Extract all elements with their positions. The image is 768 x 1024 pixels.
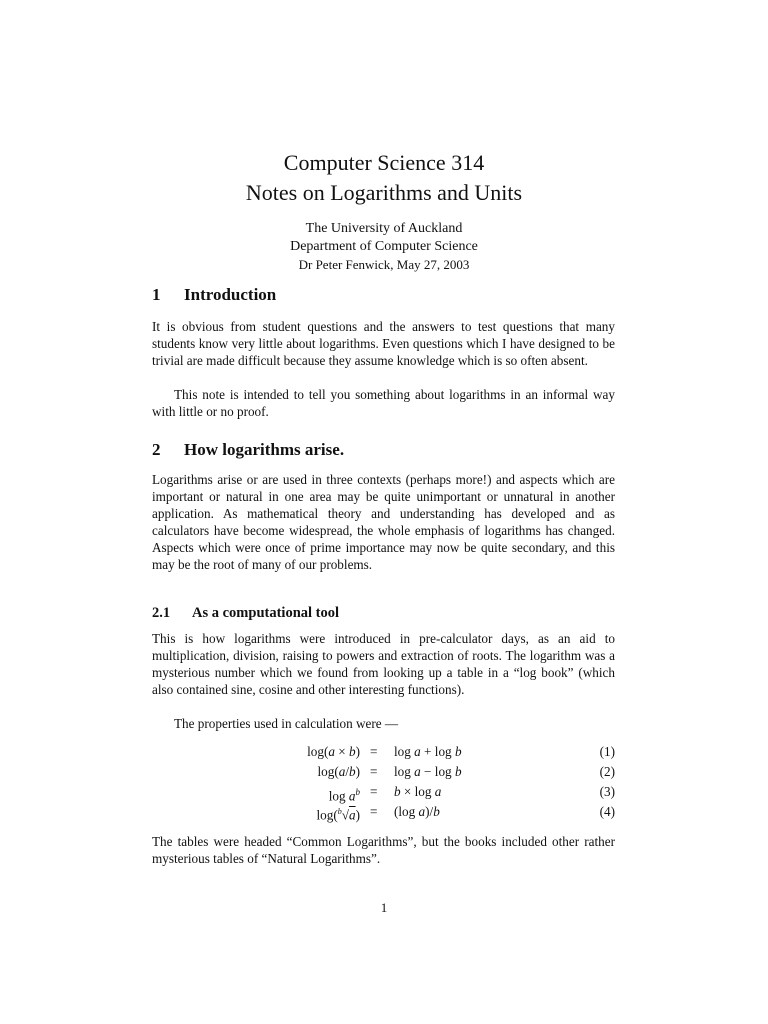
equation-operator: =	[370, 764, 378, 779]
subsection-title: As a computational tool	[192, 605, 340, 621]
equation-rhs: (log a)/b	[394, 804, 440, 819]
section-heading-introduction	[152, 284, 276, 306]
subsection21-paragraph-3: The tables were headed “Common Logarithms”, but the books included other rather mysterious tables of “Natural Logarithms”.	[152, 834, 615, 866]
equation-operator: =	[370, 744, 378, 759]
affiliation	[0, 220, 768, 274]
subsection-heading-computational-tool	[152, 603, 339, 623]
equation-number: (3)	[599, 784, 615, 799]
equation-row	[152, 762, 615, 782]
page-number: 1	[380, 900, 388, 915]
section-heading-how-logarithms-arise	[152, 439, 344, 461]
subsection21-paragraph-1: This is how logarithms were introduced in pre-calculator days, as an aid to multiplication, division, raising to powers and extraction of roots. The logarithm was a mysterious number which we found from looking up a table in a “log book” (which also contained sine, cosine and other interesting functions).	[152, 631, 615, 697]
equation-number: (4)	[599, 804, 615, 819]
equation-rhs: log a + log b	[394, 744, 462, 759]
equation-rhs: b × log a	[394, 784, 442, 799]
title-line-1: Computer Science 314	[283, 150, 485, 175]
section2-paragraph-1: Logarithms arise or are used in three contexts (perhaps more!) and aspects which are important or natural in one area may be quite unimportant or unnatural in another application. As mathematical theory and understanding has developed and as calculators have become widespread, the whole emphasis of logarithms has changed. Aspects which were once of prime importance may now be quite secondary, and this may be the root of many of our problems.	[152, 472, 615, 572]
equation-operator: =	[370, 784, 378, 799]
intro-paragraph-2: This note is intended to tell you something about logarithms in an informal way with little or no proof.	[152, 387, 615, 419]
section-number: 2	[152, 440, 161, 459]
subsection21-paragraph-2: The properties used in calculation were —	[174, 716, 399, 731]
equation-row	[152, 802, 615, 822]
equation-number: (1)	[599, 744, 615, 759]
equation-row	[152, 742, 615, 762]
subsection-number: 2.1	[152, 605, 171, 621]
equation-lhs: log($^b$√a)	[316, 807, 360, 823]
author-date: Dr Peter Fenwick, May 27, 2003	[298, 257, 470, 272]
equation-rhs: log a − log b	[394, 764, 462, 779]
equation-number: (2)	[599, 764, 615, 779]
equation-row	[152, 782, 615, 802]
intro-paragraph-1: It is obvious from student questions and the answers to test questions that many students know very little about logarithms. Even questions which I have designed to be trivial are made difficult because they assume knowledge which is so often absent.	[152, 319, 615, 368]
equation-lhs: log(a × b)	[307, 744, 360, 759]
section-title: How logarithms arise.	[184, 440, 345, 459]
section-number: 1	[152, 285, 161, 304]
equation-operator: =	[370, 804, 378, 819]
equation-lhs: $\log a^b$	[328, 787, 360, 804]
equation-array	[152, 742, 615, 822]
section-title: Introduction	[184, 285, 277, 304]
title-block	[0, 148, 768, 274]
university-name: The University of Auckland	[305, 221, 463, 236]
title-line-2: Notes on Logarithms and Units	[245, 180, 523, 205]
department-name: Department of Computer Science	[290, 239, 478, 254]
equation-lhs: log(a/b)	[317, 764, 360, 779]
